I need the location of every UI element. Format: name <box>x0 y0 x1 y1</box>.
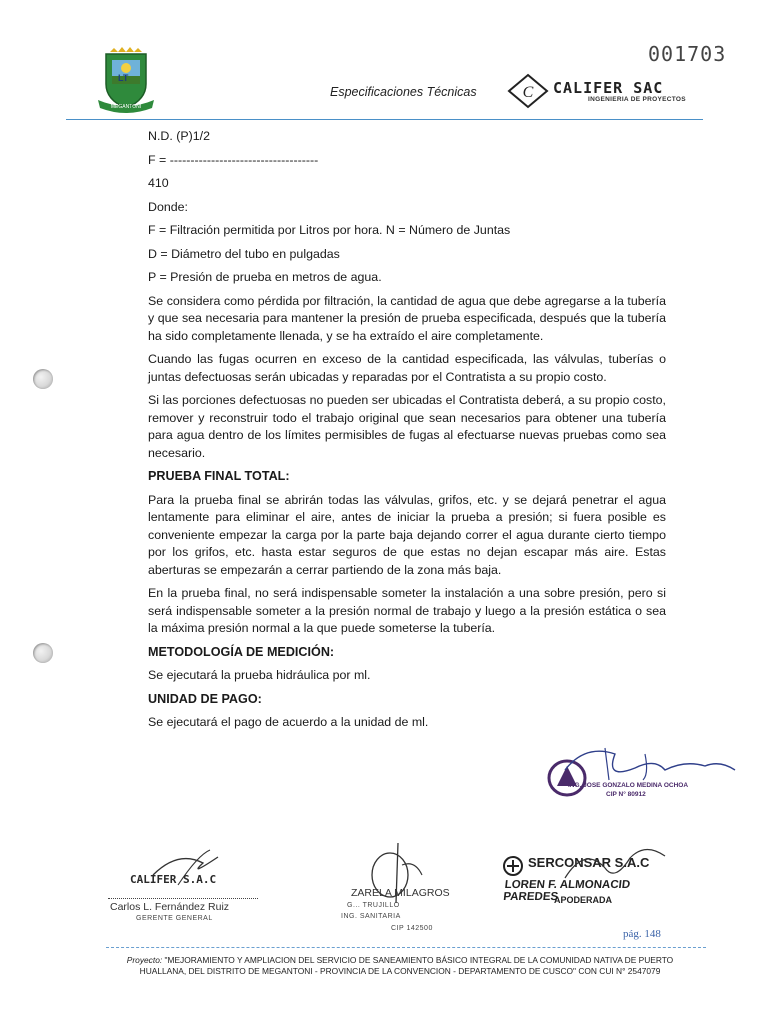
company-subtitle: INGENIERIA DE PROYECTOS <box>588 96 686 103</box>
middle-line-4: CIP 142500 <box>391 925 433 932</box>
paragraph-final-test: Para la prueba final se abrirán todas las válvulas, grifos, etc. y se dejará penetrar el agua lentamente para eliminar el aire, antes de iniciar la prueba a presión; si fuera posible es conveniente empezar la carga por la parte baja dejando correr el agua durante cierto tiempo por los grifos, etc. hasta estar seguros de que estas no dejan escapar más aire. Estas aberturas se empezarán a cerrar partiendo de la zona más baja. <box>148 492 666 577</box>
footer <box>120 955 680 976</box>
califer-role: GERENTE GENERAL <box>136 915 213 922</box>
serial-number: 001703 <box>648 42 727 66</box>
califer-person: Carlos L. Fernández Ruiz <box>110 901 230 913</box>
svg-text:MEGANTONI: MEGANTONI <box>110 104 142 110</box>
formula-line-1: N.D. (P)1/2 <box>148 129 210 143</box>
page-number: pág. 148 <box>623 928 661 940</box>
middle-name: ZARELA MILAGROS <box>351 887 450 899</box>
signature-zarela <box>335 835 485 945</box>
spec-title: Especificaciones Técnicas <box>330 85 477 99</box>
municipality-logo <box>96 46 156 114</box>
company-name: CALIFER SAC <box>553 79 664 97</box>
formula-line-3: 410 <box>148 176 169 190</box>
paragraph-leaks: Cuando las fugas ocurren en exceso de la cantidad especificada, las válvulas, tuberías o juntas defectuosas serán ubicadas y reparadas por el Contratista a su propio costo. <box>148 352 666 384</box>
engineer-cip: CIP N° 80912 <box>606 791 646 798</box>
califer-logo-icon <box>507 73 549 109</box>
paragraph-metodologia: Se ejecutará la prueba hidráulica por ml. <box>148 668 371 682</box>
document-body <box>148 128 666 738</box>
footer-label: Proyecto: <box>126 955 163 965</box>
serconsar-role: APODERADA <box>554 895 613 905</box>
footer-divider <box>106 947 706 948</box>
serconsar-name: SERCONSAR S.A.C <box>528 855 650 870</box>
middle-line-2: G... TRUJILLO <box>347 902 400 909</box>
punch-hole-bottom <box>33 643 53 663</box>
heading-prueba-final: PRUEBA FINAL TOTAL: <box>148 469 290 483</box>
footer-text: "MEJORAMIENTO Y AMPLIACION DEL SERVICIO DE SANEAMIENTO BÁSICO INTEGRAL DE LA COMUNIDAD NATIVA DE PUERTO HUALLANA, DEL DISTRITO DE MEGANTONI - PROVINCIA DE LA CONVENCION - DEPARTAMENTO DE CUSCO" CON CUI N° 2547079 <box>139 955 674 976</box>
serconsar-logo-icon <box>502 855 524 877</box>
engineer-name: ING. JOSE GONZALO MEDINA OCHOA <box>568 782 689 789</box>
paragraph-unidad-pago: Se ejecutará el pago de acuerdo a la unidad de ml. <box>148 715 429 729</box>
formula-line-2: F = ------------------------------------ <box>148 152 319 167</box>
definition-p: P = Presión de prueba en metros de agua. <box>148 270 382 284</box>
paragraph-defective: Si las porciones defectuosas no pueden ser ubicadas el Contratista deberá, a su propio costo, remover y reconstruir todo el trabajo original que sean necesarios para obtener una tubería para agua dentro de los límites permisibles de fugas al efectuarse nuevas pruebas como sea necesario. <box>148 393 666 460</box>
svg-text:C: C <box>522 84 534 101</box>
signature-serconsar <box>500 838 680 908</box>
signature-line-1 <box>108 898 258 899</box>
paragraph-filtration: Se considera como pérdida por filtración, la cantidad de agua que debe agregarse a la tubería y que sea necesaria para mantener la presión de prueba especificada, después que la tubería ha sido completamente llenada, y se ha extraído el aire completamente. <box>148 293 666 343</box>
heading-metodologia: METODOLOGÍA DE MEDICIÓN: <box>148 644 335 659</box>
middle-line-3: ING. SANITARIA <box>341 913 401 920</box>
paragraph-pressure: En la prueba final, no será indispensable someter la instalación a una sobre presión, pero si será indispensable someter a la presión normal de trabajo y luego a la presión estática o sea la máxima presión normal a la que puede someterse la tubería. <box>148 586 666 635</box>
serconsar-person: LOREN F. ALMONACID PAREDES <box>502 879 631 903</box>
signature-califer <box>108 845 268 930</box>
heading-unidad-pago: UNIDAD DE PAGO: <box>148 691 262 706</box>
svg-text:LT: LT <box>118 73 129 83</box>
donde-label: Donde: <box>148 199 188 214</box>
definition-d: D = Diámetro del tubo en pulgadas <box>148 246 340 261</box>
califer-stamp-name: CALIFER S.A.C <box>130 873 217 886</box>
definition-f: F = Filtración permitida por Litros por hora. N = Número de Juntas <box>148 223 511 237</box>
header-divider <box>66 119 703 120</box>
punch-hole-top <box>33 369 53 389</box>
